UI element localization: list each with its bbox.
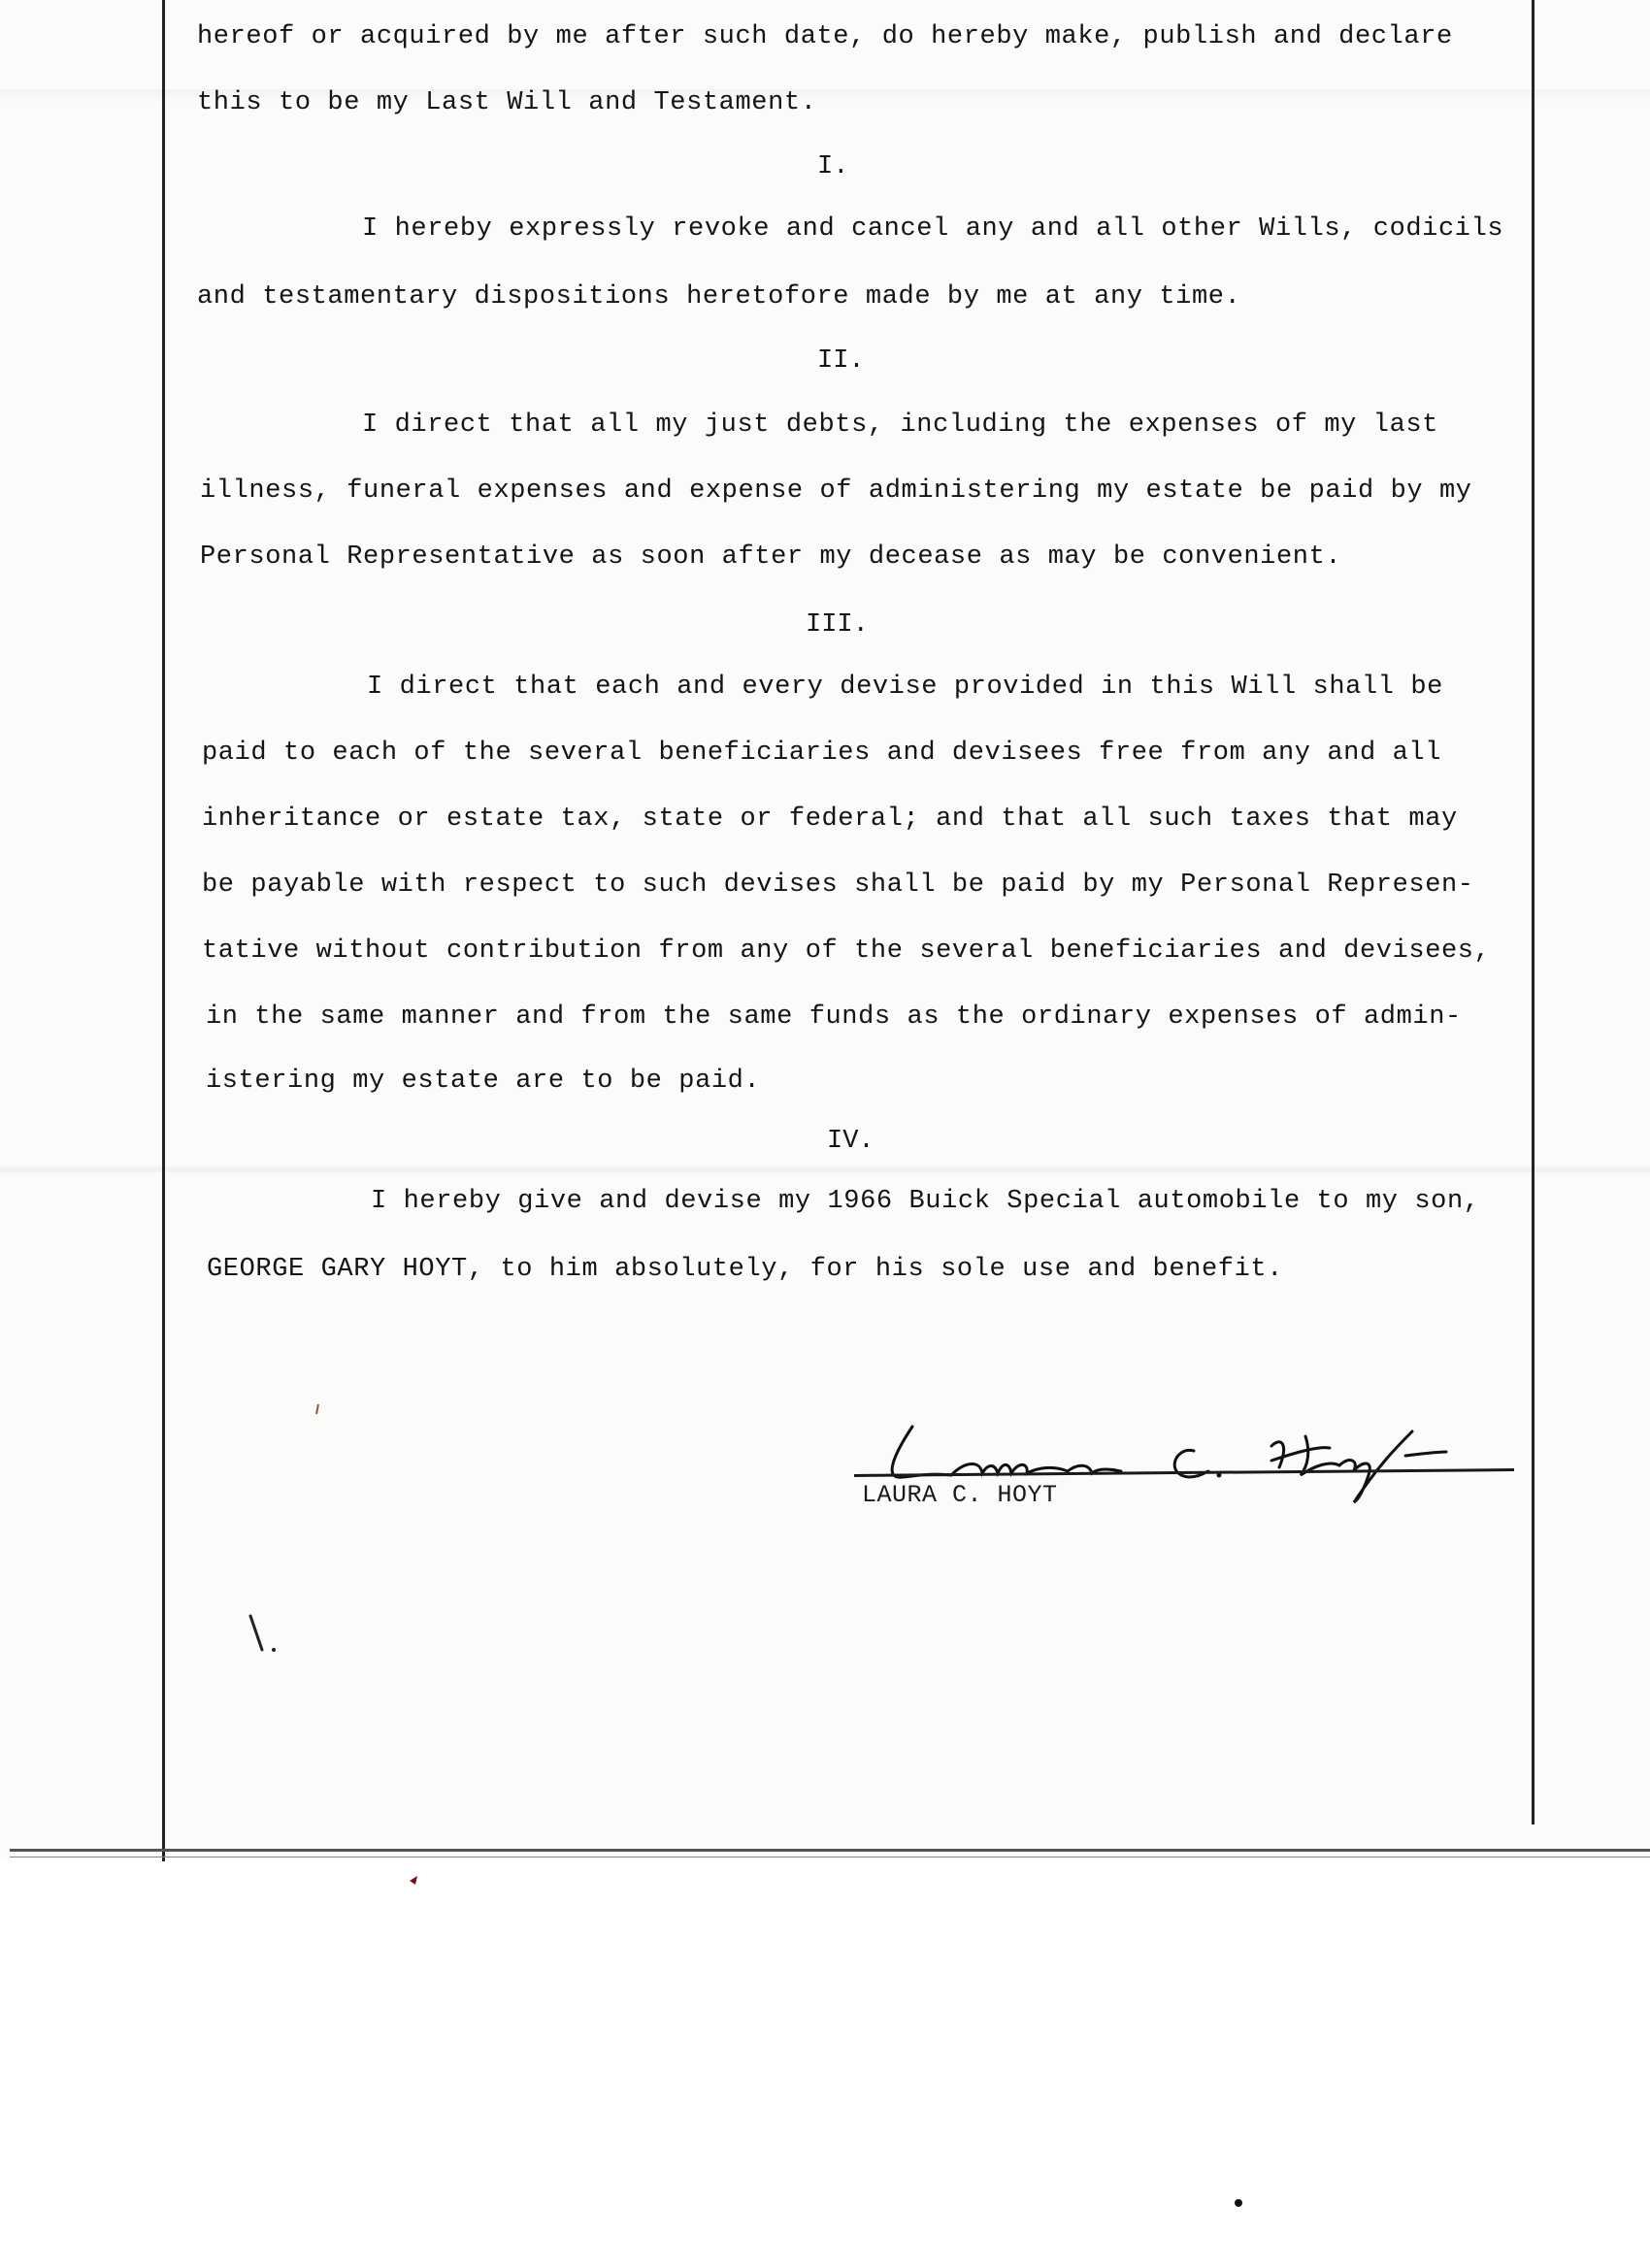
body-line: Personal Representative as soon after my decease as may be convenient. — [200, 542, 1342, 572]
signature-printed-name: LAURA C. HOYT — [862, 1481, 1058, 1509]
body-line: inheritance or estate tax, state or federal; and that all such taxes that may — [202, 805, 1458, 834]
body-line: tative without contribution from any of the several beneficiaries and devisees, — [202, 937, 1491, 966]
section-heading-iii: III. — [806, 610, 869, 640]
body-line: I direct that all my just debts, including the expenses of my last — [362, 411, 1438, 440]
section-heading-ii: II. — [817, 346, 865, 376]
body-line: I hereby expressly revoke and cancel any and all other Wills, codicils — [362, 214, 1504, 244]
body-line: istering my estate are to be paid. — [206, 1067, 761, 1096]
body-line: I hereby give and devise my 1966 Buick Special automobile to my son, — [371, 1187, 1480, 1216]
signature-text: Laura C. Hoyt — [874, 1407, 881, 1408]
right-margin-rule — [1532, 0, 1534, 1824]
fold-line — [0, 1165, 1650, 1174]
body-line: be payable with respect to such devises shall be paid by my Personal Represen- — [202, 871, 1474, 900]
stray-mark — [311, 1402, 330, 1422]
body-line: this to be my Last Will and Testament. — [197, 88, 817, 117]
black-dot — [1231, 2195, 1246, 2211]
body-line: in the same manner and from the same funds as the ordinary expenses of admin- — [206, 1003, 1462, 1032]
body-line: illness, funeral expenses and expense of administering my estate be paid by my — [200, 477, 1472, 506]
body-line: I direct that each and every devise provided in this Will shall be — [367, 673, 1443, 702]
body-line: paid to each of the several beneficiaries and devisees free from any and all — [202, 739, 1441, 768]
page-edge — [10, 1849, 1650, 1852]
body-line: and testamentary dispositions heretofore made by me at any time. — [197, 282, 1241, 312]
body-line: GEORGE GARY HOYT, to him absolutely, for his sole use and benefit. — [207, 1255, 1283, 1284]
left-margin-rule — [162, 0, 165, 1861]
body-line: hereof or acquired by me after such date, do hereby make, publish and declare — [197, 22, 1453, 51]
stray-pen-mark — [241, 1611, 299, 1669]
red-dot — [406, 1873, 421, 1889]
section-heading-i: I. — [817, 152, 849, 181]
section-heading-iv: IV. — [827, 1127, 874, 1156]
